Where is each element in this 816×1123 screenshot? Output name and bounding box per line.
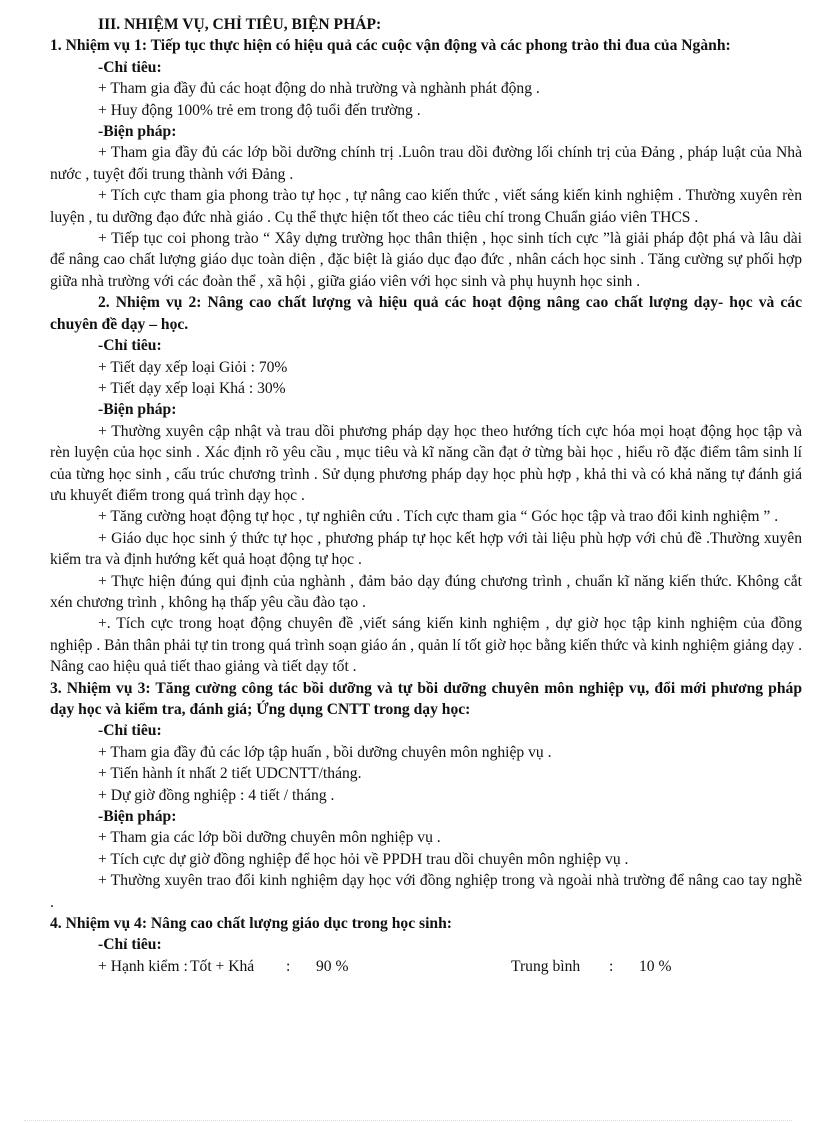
document-page [50,14,802,977]
list-item: + Tiến hành ít nhất 2 tiết UDCNTT/tháng. [98,765,362,783]
subheading: -Chỉ tiêu: [98,58,162,76]
conduct-colon-1: : [286,957,291,975]
list-item: + Tiết dạy xếp loại Khá : 30% [98,379,286,397]
subheading: -Chỉ tiêu: [98,936,162,954]
conduct-average-label: Trung bình [511,957,581,975]
section-title: III. NHIỆM VỤ, CHỈ TIÊU, BIỆN PHÁP: [98,16,382,33]
subheading: -Chỉ tiêu: [98,337,162,355]
subheading: -Biện pháp: [98,123,177,141]
conduct-good-value: 90 % [316,957,349,975]
task-heading: 1. Nhiệm vụ 1: Tiếp tục thực hiện có hiệu quả các cuộc vận động và các phong trào thi đua của Ngành: [50,37,731,55]
conduct-average-value: 10 % [639,957,672,975]
list-item: + Tiết dạy xếp loại Giỏi : 70% [98,358,288,376]
conduct-row [50,956,802,977]
paragraph: + Thực hiện đúng qui định của nghành , đảm bảo dạy đúng chương trình , chuẩn kĩ năng kiến thức. Không cắt xén chương trình , không hạ thấp yêu cầu đào tạo . [50,572,802,611]
subheading: -Chỉ tiêu: [98,722,162,740]
paragraph: + Tham gia đầy đủ các lớp bồi dưỡng chính trị .Luôn trau dồi đường lối chính trị của Đảng , pháp luật của Nhà nước , tuyệt đối trung thành với Đảng . [50,144,802,183]
paragraph: + Giáo dục học sinh ý thức tự học , phương pháp tự học kết hợp với tài liệu phù hợp với chủ đề .Thường xuyên kiểm tra và định hướng kết quả hoạt động tự học . [50,529,802,569]
conduct-colon-2: : [609,957,614,975]
page-bottom-rule [24,1120,792,1121]
subheading: -Biện pháp: [98,401,177,419]
conduct-label: + Hạnh kiểm : [98,957,188,975]
list-item: + Tích cực dự giờ đồng nghiệp để học hỏi về PPDH trau dồi chuyên môn nghiệp vụ . [98,850,629,868]
list-item: + Tham gia các lớp bồi dưỡng chuyên môn nghiệp vụ . [98,829,441,847]
list-item: + Tham gia đầy đủ các lớp tập huấn , bồi dưỡng chuyên môn nghiệp vụ . [98,743,552,761]
list-item: + Dự giờ đồng nghiệp : 4 tiết / tháng . [98,786,335,804]
task-heading: 2. Nhiệm vụ 2: Nâng cao chất lượng và hiệu quả các hoạt động nâng cao chất lượng dạy- học và các chuyên đề dạy – học. [50,294,802,333]
paragraph: + Thường xuyên trao đổi kinh nghiệm dạy học với đồng nghiệp trong và ngoài nhà trường để nâng cao tay nghề . [50,872,802,911]
list-item: + Huy động 100% trẻ em trong độ tuổi đến trường . [98,101,421,119]
task-heading: 3. Nhiệm vụ 3: Tăng cường công tác bồi dưỡng và tự bồi dưỡng chuyên môn nghiệp vụ, đổi mới phương pháp dạy học và kiểm tra, đánh giá; Ứng dụng CNTT trong dạy học: [50,679,802,718]
task-heading: 4. Nhiệm vụ 4: Nâng cao chất lượng giáo dục trong học sinh: [50,915,452,933]
paragraph: + Tăng cường hoạt động tự học , tự nghiên cứu . Tích cực tham gia “ Góc học tập và trao đổi kinh nghiệm ” . [98,508,779,526]
subheading: -Biện pháp: [98,808,177,826]
document-body [50,35,802,955]
paragraph: + Thường xuyên cập nhật và trau dồi phương pháp dạy học theo hướng tích cực hóa mọi hoạt động học tập và rèn luyện của học sinh . Xác định rõ yêu cầu , mục tiêu và kĩ năng cần đạt ở từng bài học , hiểu rõ đặc điểm tâm sinh lí của từng học sinh , cấu trúc chương trình . Sử dụng phương pháp dạy học phù hợp , khả thi và có khả năng tự đánh giá ưu khuyết điểm trong quá trình dạy học . [50,422,802,504]
conduct-good-label: Tốt + Khá [190,957,255,975]
paragraph: + Tích cực tham gia phong trào tự học , tự nâng cao kiến thức , viết sáng kiến kinh nghiệm . Thường xuyên rèn luyện , tu dưỡng đạo đức nhà giáo . Cụ thể thực hiện tốt theo các tiêu chí trong Chuẩn giáo viên THCS . [50,187,802,226]
paragraph: + Tiếp tục coi phong trào “ Xây dựng trường học thân thiện , học sinh tích cực ”là giải pháp đột phá và lâu dài để nâng cao chất lượng giáo dục toàn diện , đặc biệt là giáo dục đạo đức , nhân cách học sinh . Tăng cường sự phối hợp giữa nhà trường với các đoàn thể , xã hội , giữa giáo viên với học sinh và phụ huynh học sinh . [50,230,802,290]
list-item: + Tham gia đầy đủ các hoạt động do nhà trường và nghành phát động . [98,80,540,98]
paragraph: +. Tích cực trong hoạt động chuyên đề ,viết sáng kiến kinh nghiệm , dự giờ học tập kinh nghiệm của đồng nghiệp . Bản thân phải tự tin trong quá trình soạn giáo án , quản lí tốt giờ học bằng kiến thức và kinh nghiệm giảng dạy . Nâng cao hiệu quả tiết thao giảng và tiết dạy tốt . [50,615,802,676]
